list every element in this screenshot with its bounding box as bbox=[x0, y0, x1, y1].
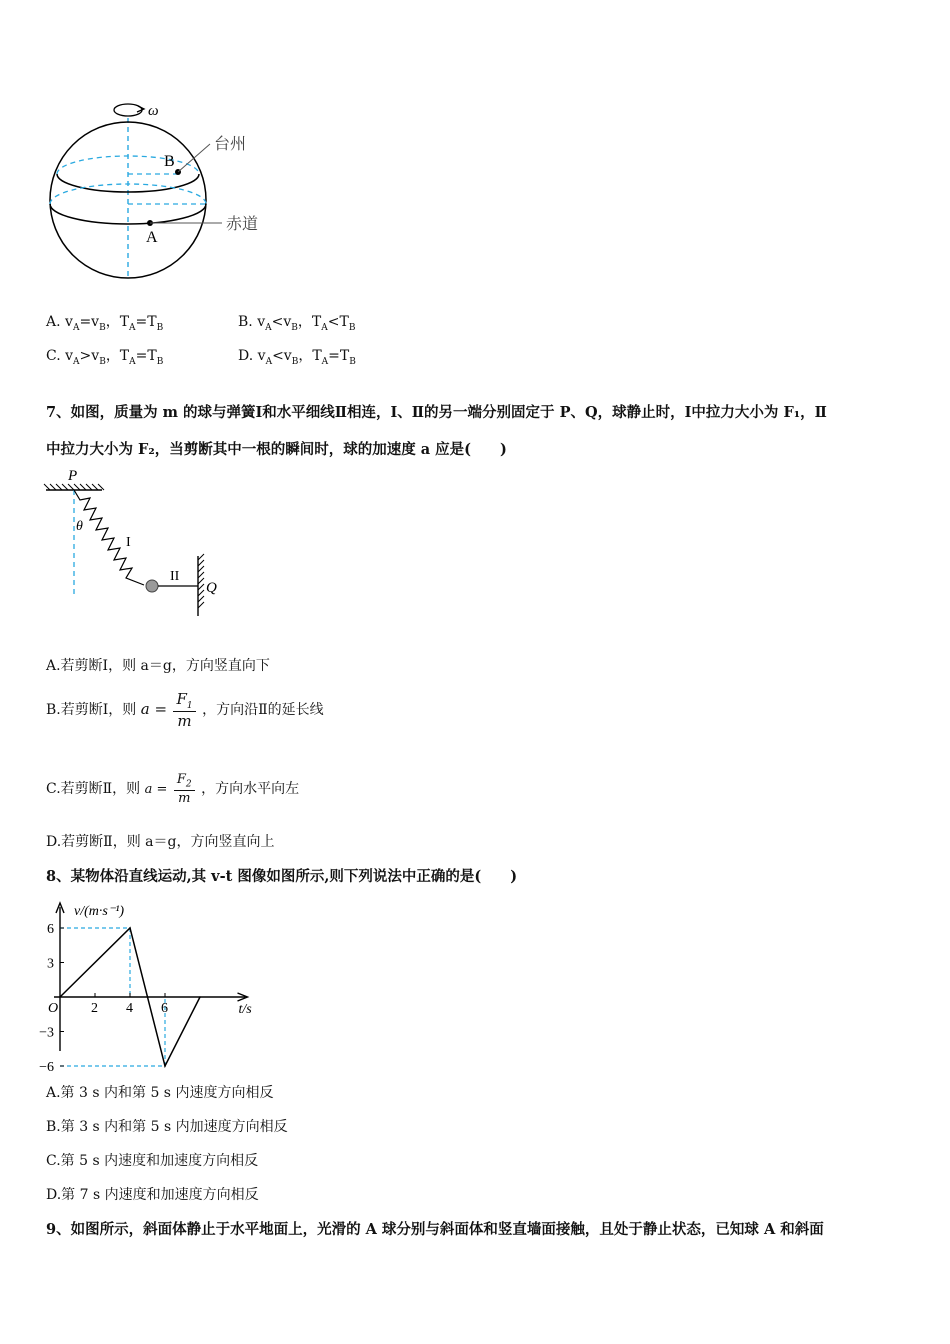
y-tick-label: −6 bbox=[39, 1060, 54, 1075]
q7-option-c: C.若剪断Ⅱ，则 a = $\frac{F_2}{m}$ ，方向水平向左 bbox=[46, 772, 300, 806]
q8-option-b: B.第 3 s 内和第 5 s 内加速度方向相反 bbox=[46, 1119, 288, 1135]
equator-label: 赤道 bbox=[226, 216, 259, 233]
q8-stem: 8、某物体沿直线运动,其 v-t 图像如图所示,则下列说法中正确的是( ) bbox=[46, 868, 518, 885]
ball bbox=[146, 580, 158, 592]
y-tick-label: −3 bbox=[39, 1025, 54, 1041]
q7-option-b: B.若剪断Ⅰ，则 a = $\frac{F_1}{m}$ ，方向沿Ⅱ的延长线 bbox=[46, 690, 324, 730]
city-label: 台州 bbox=[214, 136, 247, 153]
svg-text:P: P bbox=[68, 468, 78, 484]
q8-option-a: A.第 3 s 内和第 5 s 内速度方向相反 bbox=[46, 1085, 274, 1101]
q9-stem: 9、如图所示，斜面体静止于水平地面上，光滑的 A 球分别与斜面体和竖直墙面接触，且处于静止状态，已知球 A 和斜面 bbox=[46, 1221, 824, 1238]
data-point bbox=[59, 996, 61, 998]
q7-option-a: A.若剪断Ⅰ，则 a＝g，方向竖直向下 bbox=[46, 658, 270, 674]
reference-line-bottom bbox=[60, 997, 165, 1066]
svg-text:B: B bbox=[164, 153, 175, 170]
data-point bbox=[164, 1065, 166, 1067]
q6-option-b: B. $v_A<v_B$，$T_A<T_B$ bbox=[238, 314, 356, 333]
svg-text:I: I bbox=[126, 535, 131, 550]
spring-figure bbox=[40, 464, 240, 604]
svg-text:A: A bbox=[146, 229, 158, 246]
x-axis-label: t/s bbox=[238, 1002, 252, 1017]
y-axis-label: v/(m·s⁻¹) bbox=[74, 904, 125, 919]
omega-label: ω bbox=[148, 103, 159, 119]
data-point bbox=[129, 927, 131, 929]
y-tick-label: 6 bbox=[47, 922, 54, 937]
q7-option-d: D.若剪断Ⅱ，则 a＝g，方向竖直向上 bbox=[46, 834, 275, 850]
q7-stem-line2: 中拉力大小为 F₂，当剪断其中一根的瞬间时，球的加速度 a 应是( ) bbox=[46, 441, 507, 458]
globe-figure bbox=[40, 92, 280, 292]
x-tick-label: 4 bbox=[126, 1001, 133, 1016]
vt-chart bbox=[39, 893, 260, 1075]
q6-option-a: A. $v_A=v_B$，$T_A=T_B$ bbox=[46, 314, 164, 333]
data-point bbox=[199, 996, 201, 998]
svg-text:II: II bbox=[170, 569, 180, 584]
y-tick-label: 3 bbox=[47, 956, 54, 972]
q7-stem-line1: 7、如图，质量为 m 的球与弹簧Ⅰ和水平细线Ⅱ相连，Ⅰ、Ⅱ的另一端分别固定于 P、Q，球静止时，Ⅰ中拉力大小为 F₁，Ⅱ bbox=[46, 404, 827, 421]
origin-label: O bbox=[48, 1001, 59, 1016]
q8-option-c: C.第 5 s 内速度和加速度方向相反 bbox=[46, 1153, 259, 1169]
q8-option-d: D.第 7 s 内速度和加速度方向相反 bbox=[46, 1187, 259, 1203]
svg-text:θ: θ bbox=[76, 519, 83, 534]
x-tick-label: 6 bbox=[161, 1001, 168, 1016]
q6-option-d: D. $v_A<v_B$，$T_A=T_B$ bbox=[238, 348, 356, 367]
svg-text:Q: Q bbox=[206, 580, 217, 596]
q6-option-c: C. $v_A>v_B$，$T_A=T_B$ bbox=[46, 348, 164, 367]
x-tick-label: 2 bbox=[91, 1001, 98, 1016]
